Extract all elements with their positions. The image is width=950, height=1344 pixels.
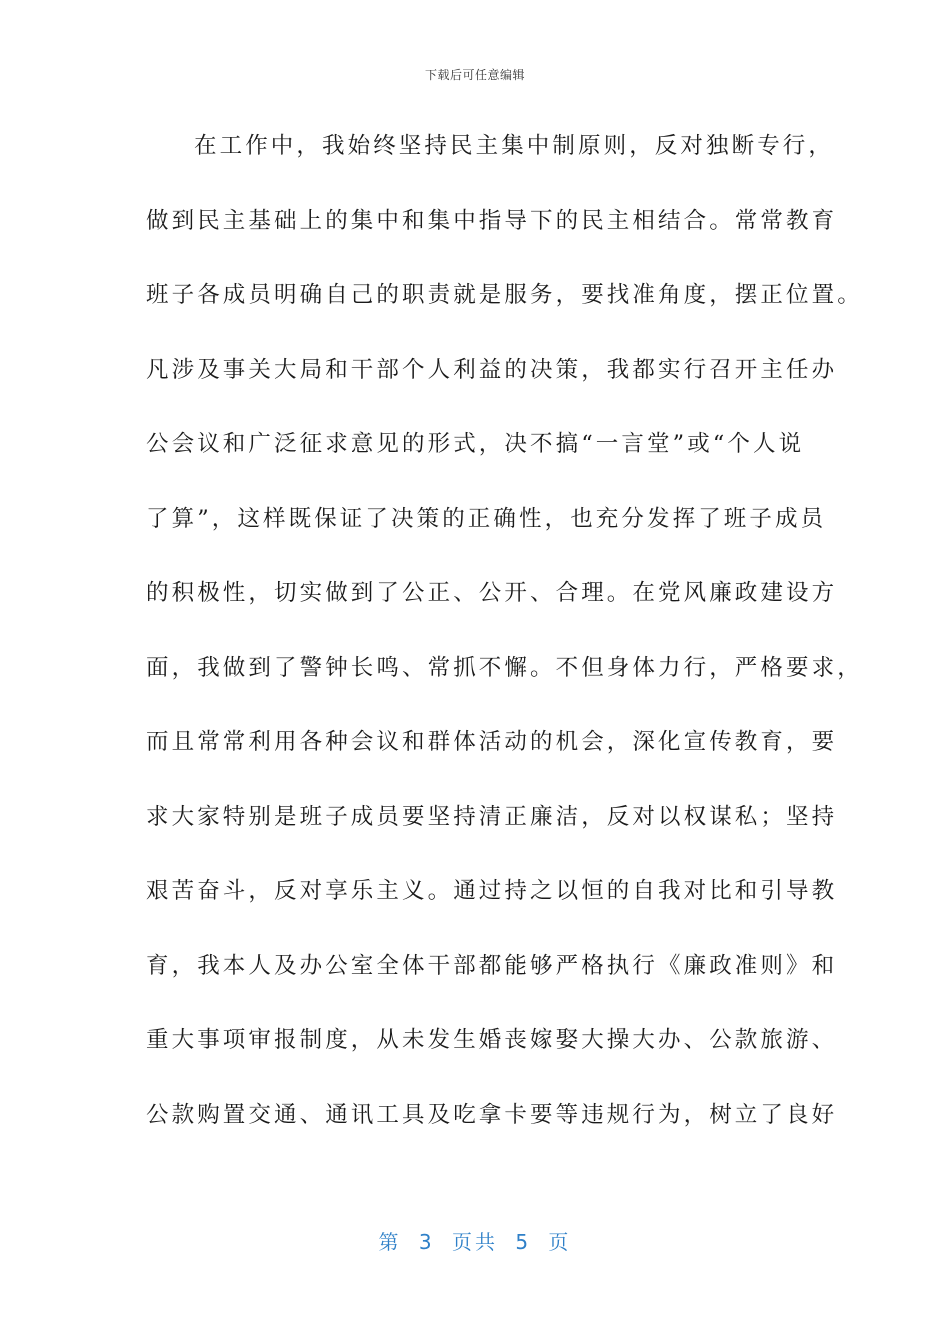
body-line: 在工作中，我始终坚持民主集中制原则，反对独断专行， <box>194 133 835 159</box>
page-number <box>0 1226 950 1255</box>
body-line: 凡涉及事关大局和干部个人利益的决策，我都实行召开主任办 <box>146 356 838 383</box>
body-line: 重大事项审报制度，从未发生婚丧嫁娶大操大办、公款旅游、 <box>146 1027 838 1053</box>
body-line: 求大家特别是班子成员要坚持清正廉洁，反对以权谋私；坚持 <box>146 803 838 830</box>
body-line: 育，我本人及办公室全体干部都能够严格执行《廉政准则》和 <box>146 952 838 979</box>
body-line: 的积极性，切实做到了公正、公开、合理。在党风廉政建设方 <box>146 580 838 606</box>
body-line: 公会议和广泛征求意见的形式，决不搞“一言堂”或“个人说 <box>146 431 805 457</box>
body-line: 公款购置交通、通讯工具及吃拿卡要等违规行为，树立了良好 <box>146 1101 838 1128</box>
body-line: 面，我做到了警钟长鸣、常抓不懈。不但身体力行，严格要求， <box>146 654 863 681</box>
body-line: 做到民主基础上的集中和集中指导下的民主相结合。常常教育 <box>146 207 838 234</box>
body-line: 艰苦奋斗，反对享乐主义。通过持之以恒的自我对比和引导教 <box>146 878 838 904</box>
document-body <box>146 124 863 1167</box>
page-number-label: 第 3 页共 5 页 <box>378 1230 572 1254</box>
body-line: 而且常常利用各种会议和群体活动的机会，深化宣传教育，要 <box>146 729 838 755</box>
body-line: 班子各成员明确自己的职责就是服务，要找准角度，摆正位置。 <box>146 282 863 308</box>
header-note: 下载后可任意编辑 <box>424 68 525 82</box>
body-line: 了算”，这样既保证了决策的正确性，也充分发挥了班子成员 <box>146 505 827 532</box>
